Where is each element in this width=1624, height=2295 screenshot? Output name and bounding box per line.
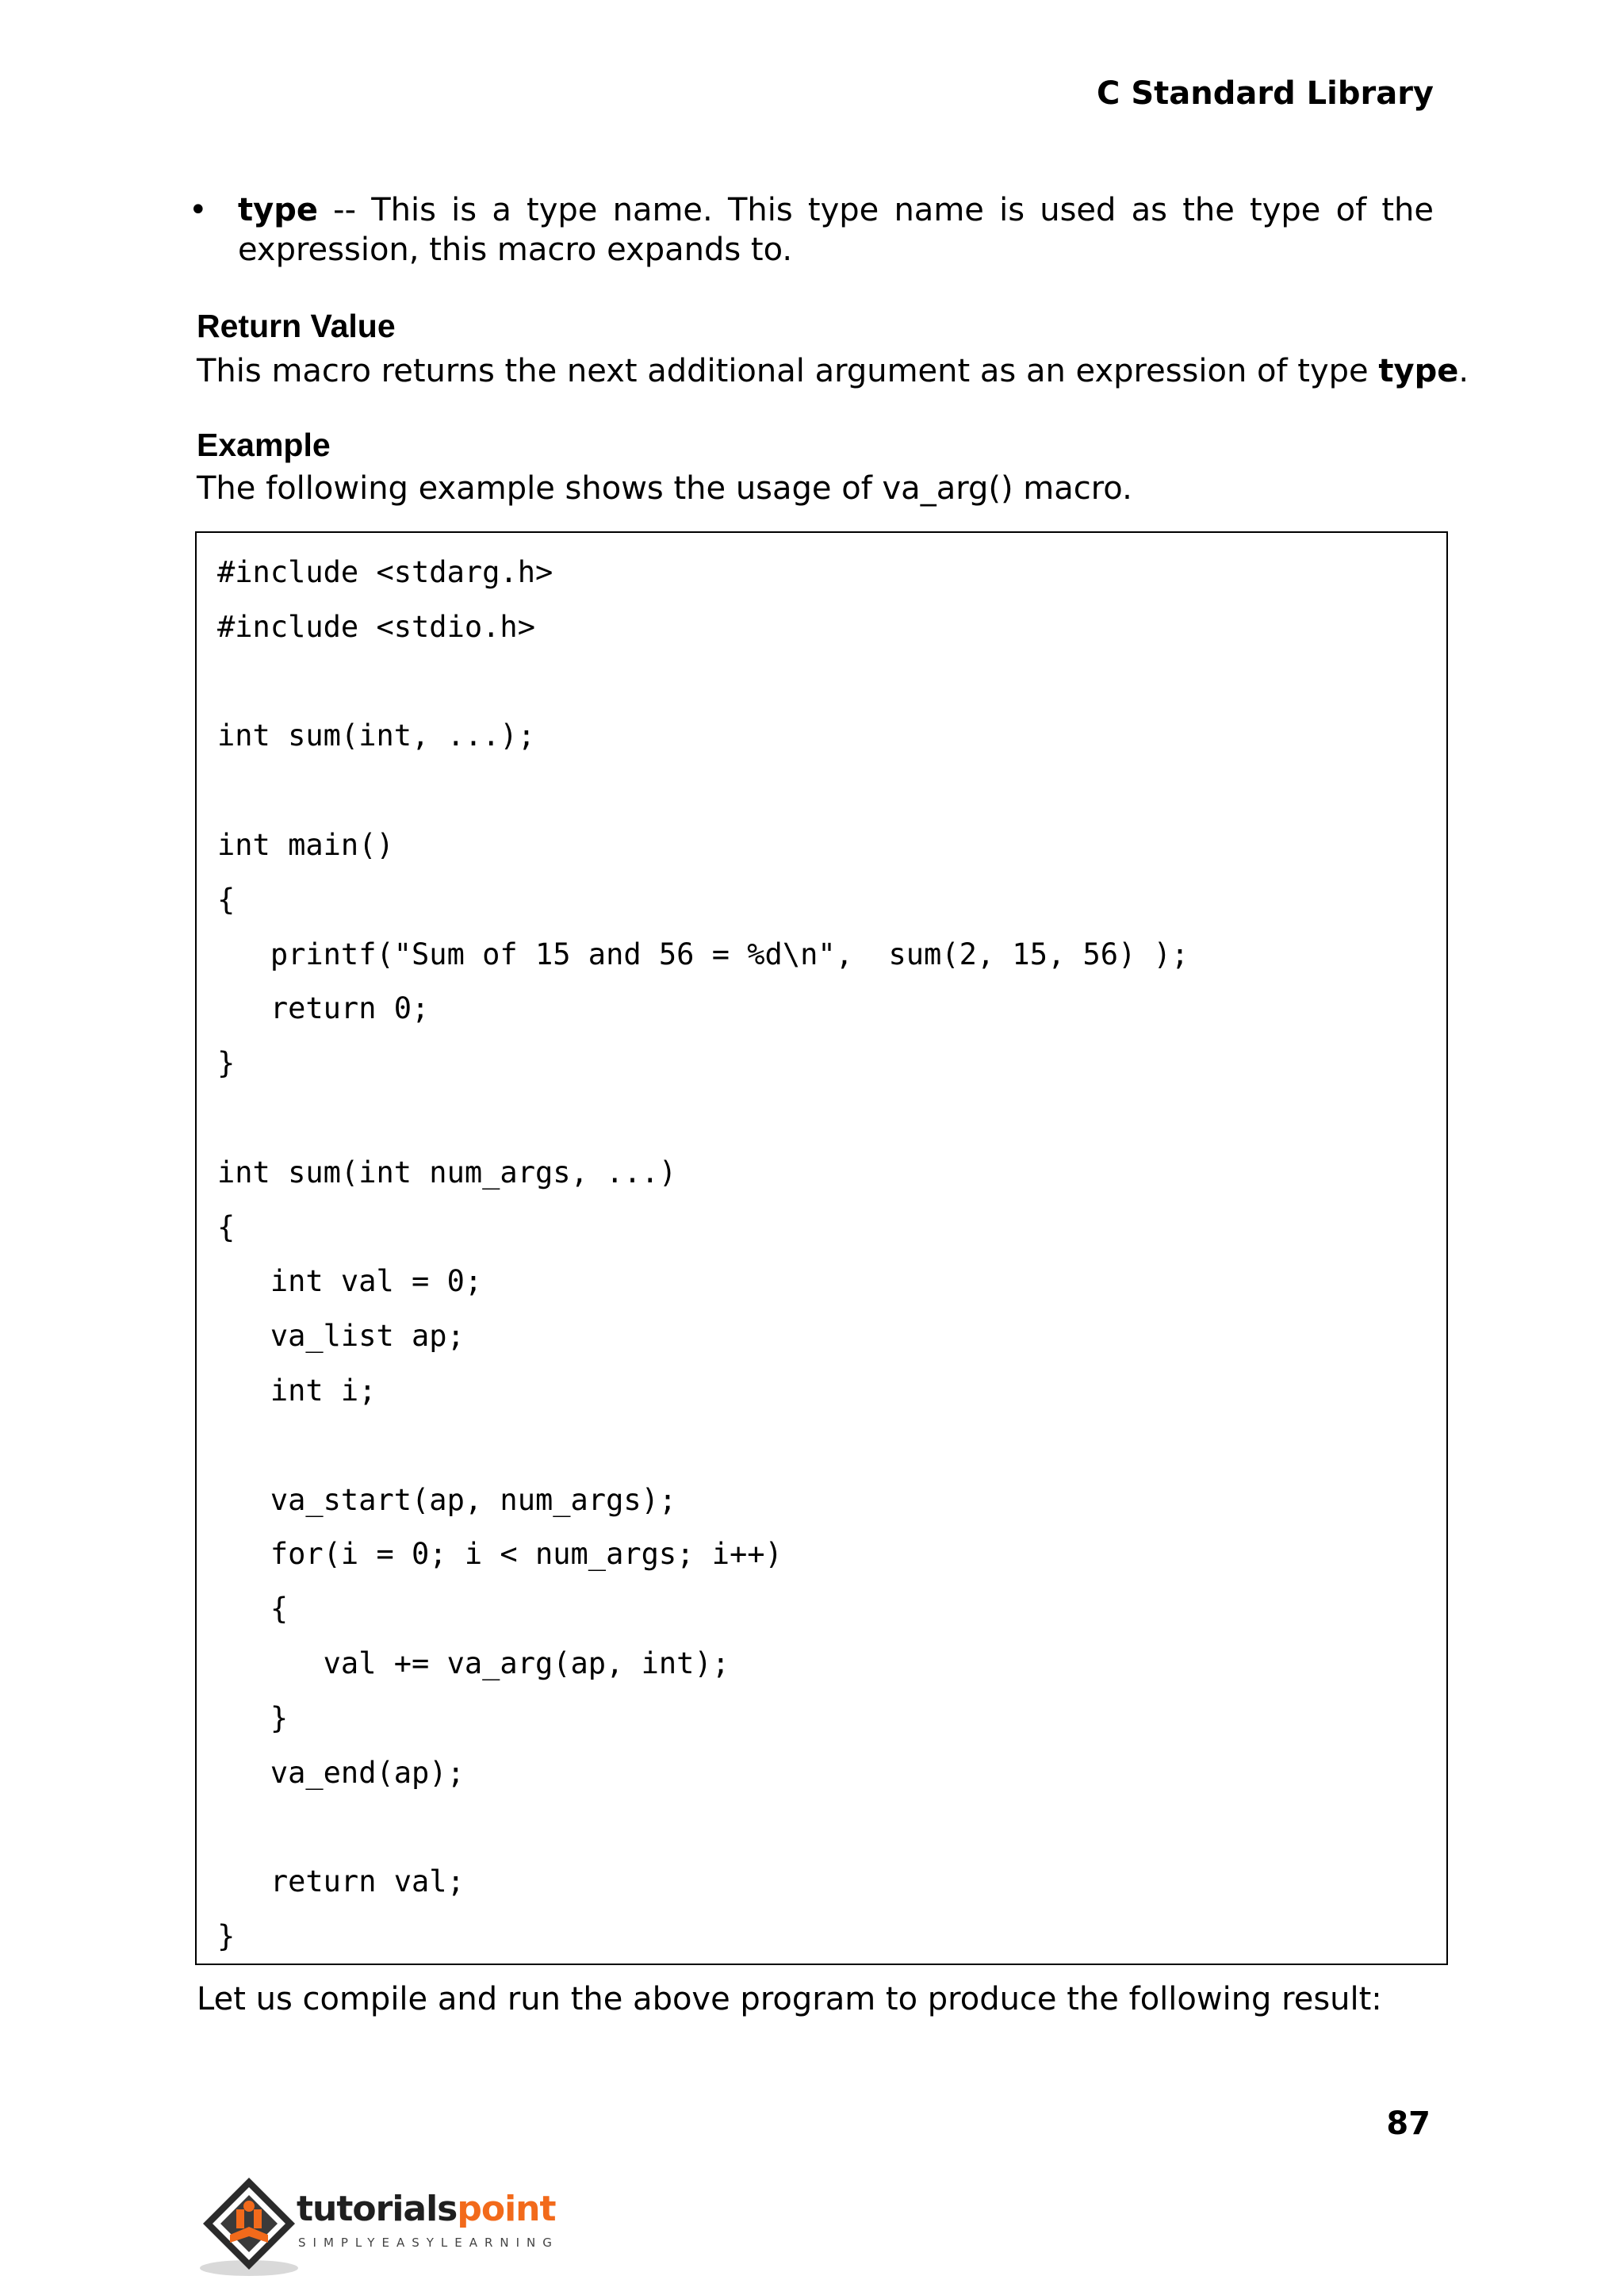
code-line: #include <stdio.h> xyxy=(217,609,535,644)
tutorialspoint-logo-icon xyxy=(195,2171,298,2282)
code-line xyxy=(217,1091,1189,1146)
code-line: #include <stdarg.h> xyxy=(217,555,553,589)
code-line: return 0; xyxy=(217,991,430,1026)
code-line: } xyxy=(217,1918,236,1953)
code-line: int sum(int, ...); xyxy=(217,718,535,753)
tutorialspoint-logo xyxy=(195,2171,568,2282)
code-line: val += va_arg(ap, int); xyxy=(217,1646,730,1680)
code-line xyxy=(217,764,1189,818)
code-line xyxy=(217,1800,1189,1855)
code-line: va_end(ap); xyxy=(217,1755,465,1790)
code-lines xyxy=(217,546,1189,1964)
logo-tagline: SIMPLYEASYLEARNING xyxy=(298,2236,559,2250)
code-line xyxy=(217,655,1189,710)
code-line: for(i = 0; i < num_args; i++) xyxy=(217,1537,783,1572)
bullet-dot-icon: • xyxy=(189,192,208,228)
code-line: int main() xyxy=(217,827,394,862)
code-line: { xyxy=(217,882,236,917)
code-line: } xyxy=(217,1700,289,1735)
code-line: int val = 0; xyxy=(217,1264,483,1299)
code-line: va_list ap; xyxy=(217,1319,465,1354)
logo-wordmark: tutorialspoint xyxy=(297,2189,556,2229)
code-line: int sum(int num_args, ...) xyxy=(217,1155,677,1190)
code-line: { xyxy=(217,1209,236,1244)
example-heading: Example xyxy=(197,427,331,463)
example-intro: The following example shows the usage of va_arg() macro. xyxy=(197,470,1132,507)
code-line: } xyxy=(217,1046,236,1081)
code-line: int i; xyxy=(217,1373,377,1408)
code-block xyxy=(195,531,1448,1965)
code-line: va_start(ap, num_args); xyxy=(217,1482,677,1517)
bullet-item-type xyxy=(189,190,1434,270)
bullet-term: type xyxy=(238,192,318,228)
code-line xyxy=(217,1419,1189,1473)
code-line: { xyxy=(217,1592,289,1626)
conclusion-text: Let us compile and run the above program to produce the following result: xyxy=(197,1981,1382,2017)
return-value-text: This macro returns the next additional argument as an expression of type type. xyxy=(197,353,1469,389)
page-header-title: C Standard Library xyxy=(1097,75,1434,112)
code-line: return val; xyxy=(217,1864,465,1899)
return-value-heading: Return Value xyxy=(197,308,396,344)
page-number: 87 xyxy=(1386,2105,1431,2142)
code-line: printf("Sum of 15 and 56 = %d\n", sum(2, 15, 56) ); xyxy=(217,937,1189,971)
bullet-text: -- This is a type name. This type name is used as the type of the expression, this macro expands to. xyxy=(238,192,1434,268)
